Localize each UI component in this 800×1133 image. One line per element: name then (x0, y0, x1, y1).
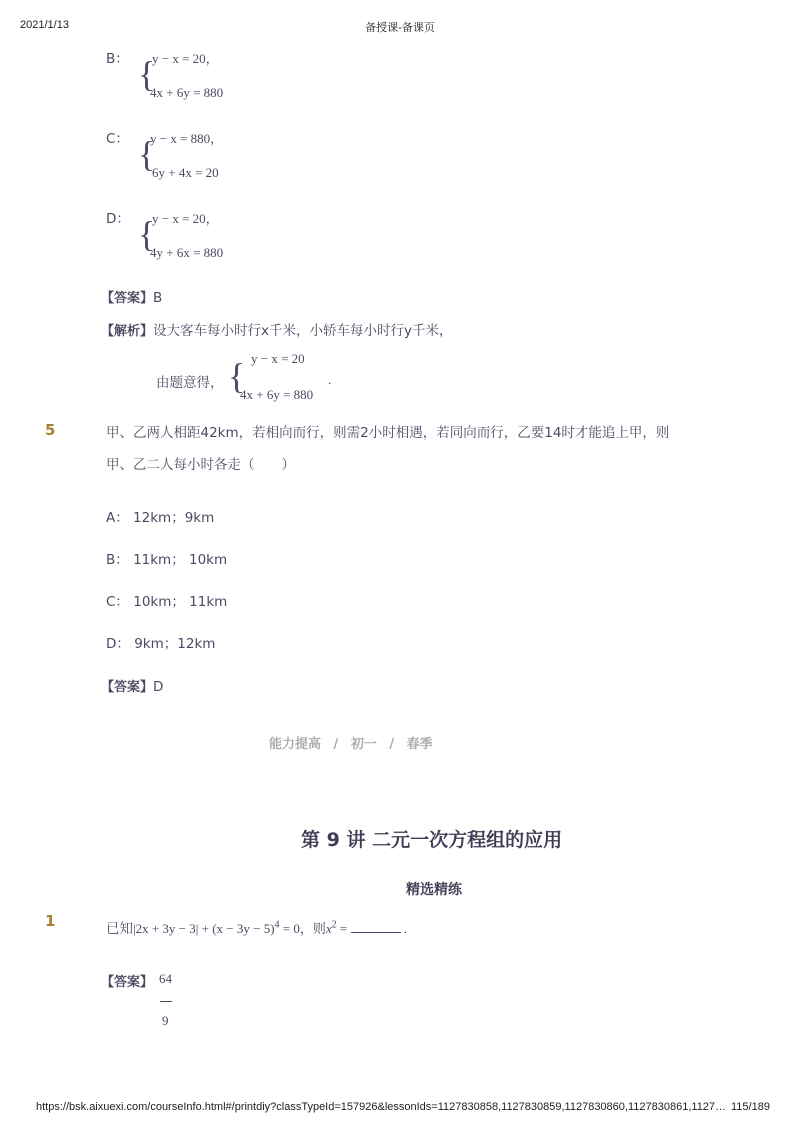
q5-option-a-label: A： (106, 510, 129, 526)
q1-number: 1 (45, 912, 56, 930)
q4-analysis-brace: { (228, 356, 246, 396)
header-title: 备授课-备课页 (365, 22, 435, 34)
q5-option-c-label: C： (106, 594, 129, 610)
section-title: 精选精练 (406, 882, 462, 898)
answer-blank (351, 920, 401, 933)
q5-answer-value: D (153, 679, 164, 695)
q4-option-b-brace: { (138, 54, 156, 94)
q5-line2: 甲、乙二人每小时各走（ ） (106, 457, 295, 473)
q4-option-c-eq2: 6y + 4x = 20 (152, 165, 219, 180)
q4-option-d-eq2: 4y + 6x = 880 (150, 245, 224, 260)
q4-option-b-eq2: 4x + 6y = 880 (150, 85, 224, 100)
q4-analysis-eq1: y − x = 20 (251, 351, 305, 366)
q1-lhs-exp: 2 (331, 919, 337, 931)
q1-expr: |2x + 3y − 3| + (x − 3y − 5) (133, 921, 275, 936)
breadcrumb-separator: / (333, 737, 339, 752)
q5-option-c-text: 10km； 11km (133, 594, 228, 610)
breadcrumb (269, 733, 433, 752)
fraction-bar (160, 1001, 172, 1002)
q5-line1: 甲、乙两人相距42km，若相向而行，则需2小时相遇，若同向而行，乙要14时才能追上甲，则 (106, 425, 670, 441)
q1-lhs: x (325, 921, 332, 936)
q1-answer-denominator: 9 (162, 1013, 169, 1028)
q1-answer-numerator: 64 (159, 971, 172, 986)
q4-option-d-eq1: y − x = 20， (152, 211, 219, 226)
q1-text (106, 917, 407, 937)
q1-answer-tag: 【答案】 (101, 975, 154, 990)
q4-option-c-eq1: y − x = 880， (150, 131, 224, 146)
q4-analysis-tag: 【解析】 (101, 324, 154, 339)
q5-option-d (106, 632, 215, 652)
q4-analysis-eq2: 4x + 6y = 880 (240, 387, 314, 402)
q1-exponent: 4 (274, 919, 280, 931)
q4-option-d-brace: { (138, 214, 156, 254)
q5-option-d-label: D： (106, 636, 130, 652)
q4-analysis-text: 设大客车每小时行x千米，小轿车每小时行y千米， (153, 323, 453, 339)
q5-option-a (106, 506, 214, 526)
q1-prefix: 已知 (106, 921, 133, 937)
q5-option-d-text: 9km；12km (134, 636, 216, 652)
q5-option-a-text: 12km；9km (133, 510, 215, 526)
q4-answer (101, 287, 162, 306)
breadcrumb-item: 春季 (406, 737, 433, 752)
q4-analysis-lead: 由题意得， (156, 375, 224, 391)
q4-answer-value: B (153, 290, 163, 306)
q5-option-b-text: 11km； 10km (133, 552, 228, 568)
header-date: 2021/1/13 (20, 19, 69, 31)
breadcrumb-separator: / (389, 737, 395, 752)
q5-answer (101, 676, 163, 695)
q1-eq: = (336, 921, 351, 936)
breadcrumb-item: 能力提高 (269, 737, 322, 752)
q4-answer-tag: 【答案】 (101, 291, 154, 306)
q4-option-c-label: C： (106, 131, 129, 147)
footer-url: https://bsk.aixuexi.com/courseInfo.html#/printdiy?classTypeId=157926&lessonIds=1127830858,1127830859,1127830860,1127830861,1127… (36, 1101, 727, 1113)
q5-answer-tag: 【答案】 (101, 680, 154, 695)
q5-option-c (106, 590, 227, 610)
q4-analysis-end: . (328, 372, 332, 387)
q1-end: . (400, 921, 407, 936)
q4-option-d-label: D： (106, 211, 130, 227)
breadcrumb-item: 初一 (350, 737, 377, 752)
q4-analysis (101, 319, 453, 339)
q4-option-b-label: B： (106, 51, 129, 67)
q5-number: 5 (45, 421, 56, 439)
q4-option-c-brace: { (138, 134, 156, 174)
footer-page: 115/189 (731, 1101, 770, 1113)
q5-option-b-label: B： (106, 552, 129, 568)
q5-option-b (106, 548, 227, 568)
q4-option-b-eq1: y − x = 20， (152, 51, 219, 66)
lesson-title: 第 9 讲 二元一次方程组的应用 (301, 829, 563, 851)
q1-expr-end: = 0，则 (279, 921, 326, 936)
